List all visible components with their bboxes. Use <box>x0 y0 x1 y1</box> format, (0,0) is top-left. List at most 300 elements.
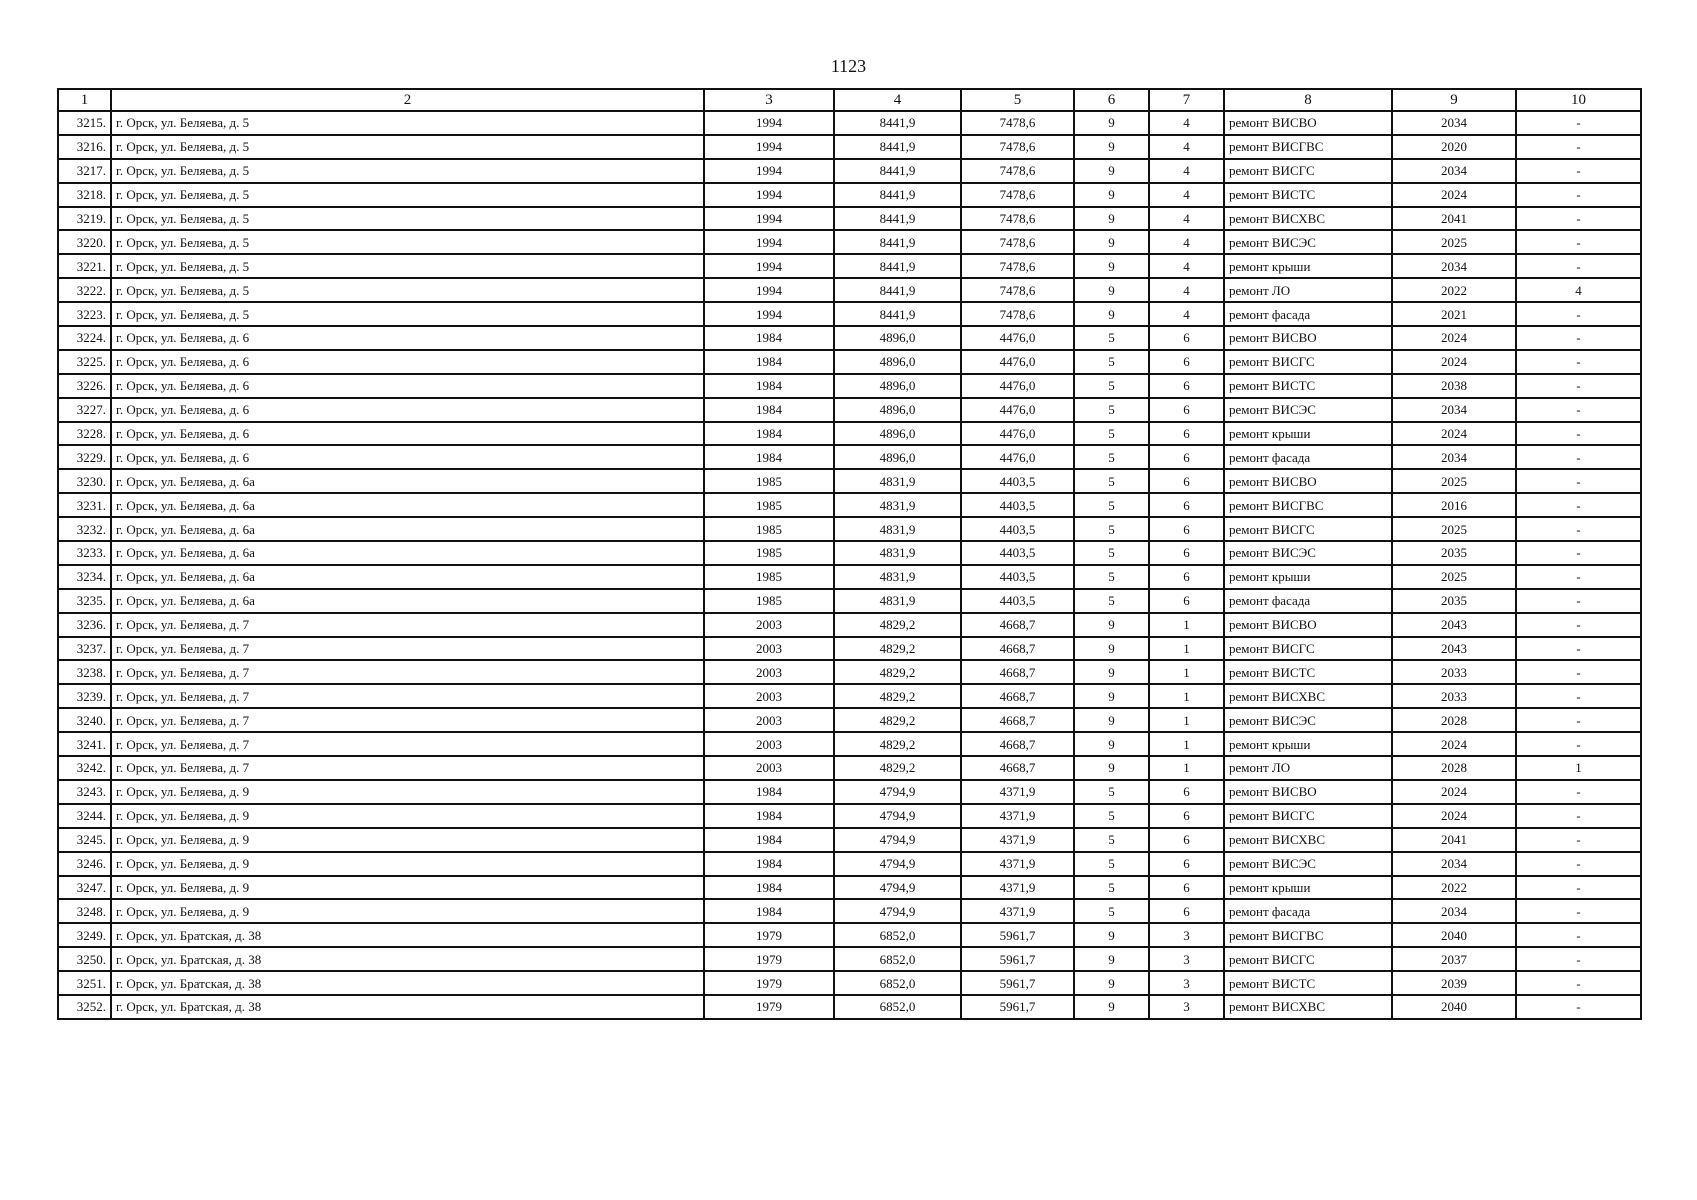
total-area-cell: 4896,0 <box>834 422 961 446</box>
total-area-cell: 8441,9 <box>834 159 961 183</box>
entrances-cell: 3 <box>1149 947 1224 971</box>
table-row <box>58 207 1641 231</box>
column-header: 7 <box>1149 89 1224 111</box>
floors-cell: 9 <box>1074 230 1149 254</box>
planned-year-cell: 2034 <box>1392 398 1516 422</box>
address-cell: г. Орск, ул. Беляева, д. 9 <box>111 780 704 804</box>
floors-cell: 9 <box>1074 708 1149 732</box>
entrances-cell: 6 <box>1149 565 1224 589</box>
address-cell: г. Орск, ул. Беляева, д. 6а <box>111 469 704 493</box>
work-type-cell: ремонт ВИСГС <box>1224 350 1392 374</box>
table-row <box>58 111 1641 135</box>
total-area-cell: 4896,0 <box>834 350 961 374</box>
living-area-cell: 4668,7 <box>961 660 1074 684</box>
column-10-cell: - <box>1516 445 1641 469</box>
living-area-cell: 4668,7 <box>961 613 1074 637</box>
planned-year-cell: 2020 <box>1392 135 1516 159</box>
column-10-cell: - <box>1516 135 1641 159</box>
entrances-cell: 1 <box>1149 684 1224 708</box>
entrances-cell: 1 <box>1149 660 1224 684</box>
work-type-cell: ремонт ВИСХВС <box>1224 207 1392 231</box>
row-number-cell: 3252. <box>58 995 111 1019</box>
row-number-cell: 3219. <box>58 207 111 231</box>
column-10-cell: - <box>1516 183 1641 207</box>
column-10-cell: - <box>1516 804 1641 828</box>
column-10-cell: - <box>1516 852 1641 876</box>
floors-cell: 9 <box>1074 732 1149 756</box>
address-cell: г. Орск, ул. Беляева, д. 5 <box>111 135 704 159</box>
floors-cell: 9 <box>1074 302 1149 326</box>
planned-year-cell: 2024 <box>1392 326 1516 350</box>
column-10-cell: - <box>1516 350 1641 374</box>
row-number-cell: 3220. <box>58 230 111 254</box>
floors-cell: 9 <box>1074 756 1149 780</box>
work-type-cell: ремонт ВИСГВС <box>1224 923 1392 947</box>
work-type-cell: ремонт фасада <box>1224 445 1392 469</box>
living-area-cell: 7478,6 <box>961 230 1074 254</box>
row-number-cell: 3234. <box>58 565 111 589</box>
floors-cell: 5 <box>1074 899 1149 923</box>
entrances-cell: 4 <box>1149 278 1224 302</box>
address-cell: г. Орск, ул. Беляева, д. 6 <box>111 374 704 398</box>
planned-year-cell: 2035 <box>1392 541 1516 565</box>
row-number-cell: 3248. <box>58 899 111 923</box>
column-10-cell: - <box>1516 517 1641 541</box>
total-area-cell: 4794,9 <box>834 852 961 876</box>
row-number-cell: 3224. <box>58 326 111 350</box>
entrances-cell: 4 <box>1149 207 1224 231</box>
entrances-cell: 6 <box>1149 517 1224 541</box>
table-row <box>58 183 1641 207</box>
column-10-cell: - <box>1516 660 1641 684</box>
address-cell: г. Орск, ул. Беляева, д. 6а <box>111 517 704 541</box>
column-10-cell: - <box>1516 923 1641 947</box>
construction-year-cell: 1984 <box>704 326 834 350</box>
living-area-cell: 4371,9 <box>961 804 1074 828</box>
planned-year-cell: 2043 <box>1392 637 1516 661</box>
column-10-cell: - <box>1516 876 1641 900</box>
floors-cell: 9 <box>1074 637 1149 661</box>
entrances-cell: 6 <box>1149 828 1224 852</box>
column-header: 2 <box>111 89 704 111</box>
floors-cell: 5 <box>1074 422 1149 446</box>
table-row <box>58 326 1641 350</box>
living-area-cell: 7478,6 <box>961 183 1074 207</box>
construction-year-cell: 1994 <box>704 254 834 278</box>
construction-year-cell: 1984 <box>704 422 834 446</box>
column-header: 9 <box>1392 89 1516 111</box>
living-area-cell: 4668,7 <box>961 708 1074 732</box>
work-type-cell: ремонт ВИСТС <box>1224 374 1392 398</box>
row-number-cell: 3227. <box>58 398 111 422</box>
work-type-cell: ремонт ВИСХВС <box>1224 828 1392 852</box>
construction-year-cell: 1984 <box>704 876 834 900</box>
floors-cell: 9 <box>1074 947 1149 971</box>
column-header: 6 <box>1074 89 1149 111</box>
total-area-cell: 6852,0 <box>834 995 961 1019</box>
planned-year-cell: 2024 <box>1392 350 1516 374</box>
table-row <box>58 971 1641 995</box>
total-area-cell: 4829,2 <box>834 732 961 756</box>
work-type-cell: ремонт ЛО <box>1224 756 1392 780</box>
row-number-cell: 3244. <box>58 804 111 828</box>
column-10-cell: - <box>1516 780 1641 804</box>
construction-year-cell: 1984 <box>704 780 834 804</box>
entrances-cell: 6 <box>1149 350 1224 374</box>
construction-year-cell: 1994 <box>704 207 834 231</box>
work-type-cell: ремонт крыши <box>1224 422 1392 446</box>
construction-year-cell: 1994 <box>704 159 834 183</box>
work-type-cell: ремонт ВИСВО <box>1224 111 1392 135</box>
address-cell: г. Орск, ул. Беляева, д. 7 <box>111 660 704 684</box>
column-10-cell: - <box>1516 326 1641 350</box>
entrances-cell: 4 <box>1149 111 1224 135</box>
column-10-cell: - <box>1516 422 1641 446</box>
total-area-cell: 8441,9 <box>834 207 961 231</box>
work-type-cell: ремонт крыши <box>1224 732 1392 756</box>
address-cell: г. Орск, ул. Беляева, д. 6 <box>111 445 704 469</box>
construction-year-cell: 1985 <box>704 565 834 589</box>
entrances-cell: 6 <box>1149 422 1224 446</box>
table-row <box>58 541 1641 565</box>
address-cell: г. Орск, ул. Беляева, д. 6а <box>111 589 704 613</box>
row-number-cell: 3238. <box>58 660 111 684</box>
entrances-cell: 6 <box>1149 876 1224 900</box>
column-10-cell: - <box>1516 947 1641 971</box>
living-area-cell: 4476,0 <box>961 374 1074 398</box>
table-row <box>58 230 1641 254</box>
column-10-cell: - <box>1516 637 1641 661</box>
work-type-cell: ремонт ВИСТС <box>1224 183 1392 207</box>
floors-cell: 5 <box>1074 326 1149 350</box>
construction-year-cell: 1979 <box>704 923 834 947</box>
entrances-cell: 4 <box>1149 135 1224 159</box>
construction-year-cell: 1984 <box>704 804 834 828</box>
work-type-cell: ремонт ВИСГС <box>1224 517 1392 541</box>
living-area-cell: 4668,7 <box>961 684 1074 708</box>
column-10-cell: - <box>1516 541 1641 565</box>
row-number-cell: 3247. <box>58 876 111 900</box>
work-type-cell: ремонт ВИСЭС <box>1224 398 1392 422</box>
construction-year-cell: 2003 <box>704 613 834 637</box>
address-cell: г. Орск, ул. Беляева, д. 7 <box>111 637 704 661</box>
address-cell: г. Орск, ул. Беляева, д. 6 <box>111 350 704 374</box>
living-area-cell: 4371,9 <box>961 899 1074 923</box>
floors-cell: 9 <box>1074 183 1149 207</box>
table-body <box>58 111 1641 1019</box>
floors-cell: 5 <box>1074 804 1149 828</box>
construction-year-cell: 1984 <box>704 445 834 469</box>
living-area-cell: 4476,0 <box>961 326 1074 350</box>
work-type-cell: ремонт ВИСВО <box>1224 613 1392 637</box>
total-area-cell: 4829,2 <box>834 637 961 661</box>
planned-year-cell: 2025 <box>1392 517 1516 541</box>
floors-cell: 5 <box>1074 398 1149 422</box>
entrances-cell: 6 <box>1149 398 1224 422</box>
entrances-cell: 3 <box>1149 971 1224 995</box>
total-area-cell: 8441,9 <box>834 254 961 278</box>
construction-year-cell: 2003 <box>704 732 834 756</box>
entrances-cell: 6 <box>1149 374 1224 398</box>
construction-year-cell: 1994 <box>704 302 834 326</box>
total-area-cell: 4896,0 <box>834 326 961 350</box>
address-cell: г. Орск, ул. Беляева, д. 5 <box>111 111 704 135</box>
planned-year-cell: 2024 <box>1392 732 1516 756</box>
floors-cell: 9 <box>1074 159 1149 183</box>
floors-cell: 5 <box>1074 493 1149 517</box>
column-10-cell: - <box>1516 589 1641 613</box>
living-area-cell: 4403,5 <box>961 589 1074 613</box>
entrances-cell: 1 <box>1149 708 1224 732</box>
total-area-cell: 4896,0 <box>834 398 961 422</box>
living-area-cell: 7478,6 <box>961 302 1074 326</box>
work-type-cell: ремонт ВИСЭС <box>1224 541 1392 565</box>
total-area-cell: 8441,9 <box>834 278 961 302</box>
floors-cell: 9 <box>1074 254 1149 278</box>
address-cell: г. Орск, ул. Беляева, д. 6 <box>111 422 704 446</box>
table-row <box>58 923 1641 947</box>
planned-year-cell: 2034 <box>1392 159 1516 183</box>
table-row <box>58 876 1641 900</box>
column-10-cell: - <box>1516 732 1641 756</box>
address-cell: г. Орск, ул. Беляева, д. 5 <box>111 159 704 183</box>
construction-year-cell: 1994 <box>704 135 834 159</box>
construction-year-cell: 2003 <box>704 660 834 684</box>
page-number: 1123 <box>830 56 867 76</box>
planned-year-cell: 2025 <box>1392 230 1516 254</box>
column-10-cell: 1 <box>1516 756 1641 780</box>
construction-year-cell: 1984 <box>704 852 834 876</box>
table-row <box>58 254 1641 278</box>
column-10-cell: - <box>1516 971 1641 995</box>
table-row <box>58 804 1641 828</box>
floors-cell: 5 <box>1074 589 1149 613</box>
living-area-cell: 4371,9 <box>961 876 1074 900</box>
planned-year-cell: 2028 <box>1392 756 1516 780</box>
planned-year-cell: 2022 <box>1392 278 1516 302</box>
total-area-cell: 4831,9 <box>834 493 961 517</box>
planned-year-cell: 2033 <box>1392 660 1516 684</box>
floors-cell: 5 <box>1074 780 1149 804</box>
column-10-cell: - <box>1516 254 1641 278</box>
entrances-cell: 1 <box>1149 756 1224 780</box>
living-area-cell: 7478,6 <box>961 254 1074 278</box>
column-10-cell: - <box>1516 995 1641 1019</box>
construction-year-cell: 2003 <box>704 637 834 661</box>
row-number-cell: 3243. <box>58 780 111 804</box>
living-area-cell: 7478,6 <box>961 207 1074 231</box>
total-area-cell: 8441,9 <box>834 111 961 135</box>
row-number-cell: 3232. <box>58 517 111 541</box>
construction-year-cell: 1985 <box>704 541 834 565</box>
table-row <box>58 374 1641 398</box>
living-area-cell: 7478,6 <box>961 159 1074 183</box>
floors-cell: 5 <box>1074 374 1149 398</box>
total-area-cell: 4831,9 <box>834 589 961 613</box>
work-type-cell: ремонт ВИСВО <box>1224 326 1392 350</box>
entrances-cell: 4 <box>1149 302 1224 326</box>
total-area-cell: 4794,9 <box>834 876 961 900</box>
address-cell: г. Орск, ул. Беляева, д. 5 <box>111 207 704 231</box>
address-cell: г. Орск, ул. Беляева, д. 5 <box>111 230 704 254</box>
row-number-cell: 3242. <box>58 756 111 780</box>
row-number-cell: 3250. <box>58 947 111 971</box>
address-cell: г. Орск, ул. Беляева, д. 9 <box>111 804 704 828</box>
address-cell: г. Орск, ул. Беляева, д. 7 <box>111 708 704 732</box>
total-area-cell: 4794,9 <box>834 780 961 804</box>
construction-year-cell: 1985 <box>704 517 834 541</box>
table-row <box>58 995 1641 1019</box>
living-area-cell: 4668,7 <box>961 756 1074 780</box>
floors-cell: 9 <box>1074 613 1149 637</box>
planned-year-cell: 2040 <box>1392 995 1516 1019</box>
total-area-cell: 4829,2 <box>834 684 961 708</box>
entrances-cell: 4 <box>1149 159 1224 183</box>
construction-year-cell: 1985 <box>704 493 834 517</box>
table-row <box>58 613 1641 637</box>
column-10-cell: - <box>1516 374 1641 398</box>
address-cell: г. Орск, ул. Беляева, д. 7 <box>111 732 704 756</box>
entrances-cell: 6 <box>1149 804 1224 828</box>
column-10-cell: - <box>1516 899 1641 923</box>
address-cell: г. Орск, ул. Беляева, д. 9 <box>111 828 704 852</box>
entrances-cell: 6 <box>1149 899 1224 923</box>
entrances-cell: 4 <box>1149 183 1224 207</box>
work-type-cell: ремонт фасада <box>1224 899 1392 923</box>
living-area-cell: 5961,7 <box>961 923 1074 947</box>
total-area-cell: 6852,0 <box>834 971 961 995</box>
total-area-cell: 4794,9 <box>834 828 961 852</box>
entrances-cell: 4 <box>1149 254 1224 278</box>
construction-year-cell: 1979 <box>704 947 834 971</box>
planned-year-cell: 2033 <box>1392 684 1516 708</box>
total-area-cell: 4831,9 <box>834 469 961 493</box>
floors-cell: 5 <box>1074 445 1149 469</box>
work-type-cell: ремонт ВИСГВС <box>1224 493 1392 517</box>
living-area-cell: 4668,7 <box>961 637 1074 661</box>
column-header: 8 <box>1224 89 1392 111</box>
total-area-cell: 8441,9 <box>834 183 961 207</box>
entrances-cell: 6 <box>1149 541 1224 565</box>
construction-year-cell: 1979 <box>704 995 834 1019</box>
floors-cell: 5 <box>1074 876 1149 900</box>
construction-year-cell: 1984 <box>704 398 834 422</box>
table-row <box>58 756 1641 780</box>
work-type-cell: ремонт ВИСЭС <box>1224 852 1392 876</box>
work-type-cell: ремонт ВИСГС <box>1224 947 1392 971</box>
column-10-cell: - <box>1516 708 1641 732</box>
floors-cell: 9 <box>1074 207 1149 231</box>
floors-cell: 9 <box>1074 684 1149 708</box>
row-number-cell: 3223. <box>58 302 111 326</box>
column-header: 1 <box>58 89 111 111</box>
entrances-cell: 1 <box>1149 637 1224 661</box>
entrances-cell: 6 <box>1149 469 1224 493</box>
table-row <box>58 684 1641 708</box>
column-10-cell: - <box>1516 207 1641 231</box>
planned-year-cell: 2039 <box>1392 971 1516 995</box>
work-type-cell: ремонт ЛО <box>1224 278 1392 302</box>
table-row <box>58 828 1641 852</box>
floors-cell: 9 <box>1074 135 1149 159</box>
column-header: 5 <box>961 89 1074 111</box>
construction-year-cell: 2003 <box>704 756 834 780</box>
address-cell: г. Орск, ул. Беляева, д. 9 <box>111 852 704 876</box>
construction-year-cell: 1979 <box>704 971 834 995</box>
planned-year-cell: 2028 <box>1392 708 1516 732</box>
table-row <box>58 780 1641 804</box>
planned-year-cell: 2035 <box>1392 589 1516 613</box>
entrances-cell: 6 <box>1149 589 1224 613</box>
work-type-cell: ремонт фасада <box>1224 302 1392 326</box>
planned-year-cell: 2024 <box>1392 804 1516 828</box>
total-area-cell: 4794,9 <box>834 899 961 923</box>
column-header: 4 <box>834 89 961 111</box>
entrances-cell: 6 <box>1149 780 1224 804</box>
entrances-cell: 4 <box>1149 230 1224 254</box>
total-area-cell: 4896,0 <box>834 445 961 469</box>
work-type-cell: ремонт ВИСГС <box>1224 159 1392 183</box>
floors-cell: 9 <box>1074 923 1149 947</box>
work-type-cell: ремонт фасада <box>1224 589 1392 613</box>
work-type-cell: ремонт ВИСЭС <box>1224 230 1392 254</box>
row-number-cell: 3230. <box>58 469 111 493</box>
column-10-cell: - <box>1516 302 1641 326</box>
work-type-cell: ремонт ВИСХВС <box>1224 995 1392 1019</box>
total-area-cell: 4831,9 <box>834 541 961 565</box>
construction-year-cell: 1985 <box>704 589 834 613</box>
planned-year-cell: 2043 <box>1392 613 1516 637</box>
column-10-cell: - <box>1516 469 1641 493</box>
construction-year-cell: 1984 <box>704 899 834 923</box>
row-number-cell: 3222. <box>58 278 111 302</box>
entrances-cell: 6 <box>1149 445 1224 469</box>
address-cell: г. Орск, ул. Беляева, д. 6а <box>111 565 704 589</box>
address-cell: г. Орск, ул. Беляева, д. 5 <box>111 254 704 278</box>
address-cell: г. Орск, ул. Беляева, д. 5 <box>111 183 704 207</box>
floors-cell: 9 <box>1074 971 1149 995</box>
row-number-cell: 3236. <box>58 613 111 637</box>
construction-year-cell: 1994 <box>704 183 834 207</box>
row-number-cell: 3225. <box>58 350 111 374</box>
planned-year-cell: 2022 <box>1392 876 1516 900</box>
living-area-cell: 5961,7 <box>961 971 1074 995</box>
column-10-cell: - <box>1516 684 1641 708</box>
floors-cell: 5 <box>1074 469 1149 493</box>
row-number-cell: 3233. <box>58 541 111 565</box>
entrances-cell: 1 <box>1149 613 1224 637</box>
table-row <box>58 445 1641 469</box>
construction-year-cell: 1994 <box>704 230 834 254</box>
total-area-cell: 4794,9 <box>834 804 961 828</box>
total-area-cell: 4829,2 <box>834 708 961 732</box>
total-area-cell: 8441,9 <box>834 135 961 159</box>
row-number-cell: 3249. <box>58 923 111 947</box>
living-area-cell: 4476,0 <box>961 350 1074 374</box>
living-area-cell: 5961,7 <box>961 947 1074 971</box>
table-row <box>58 708 1641 732</box>
planned-year-cell: 2041 <box>1392 207 1516 231</box>
living-area-cell: 4476,0 <box>961 398 1074 422</box>
column-10-cell: - <box>1516 111 1641 135</box>
address-cell: г. Орск, ул. Братская, д. 38 <box>111 971 704 995</box>
column-10-cell: - <box>1516 613 1641 637</box>
address-cell: г. Орск, ул. Беляева, д. 6 <box>111 326 704 350</box>
row-number-cell: 3221. <box>58 254 111 278</box>
living-area-cell: 4403,5 <box>961 469 1074 493</box>
row-number-cell: 3216. <box>58 135 111 159</box>
planned-year-cell: 2037 <box>1392 947 1516 971</box>
